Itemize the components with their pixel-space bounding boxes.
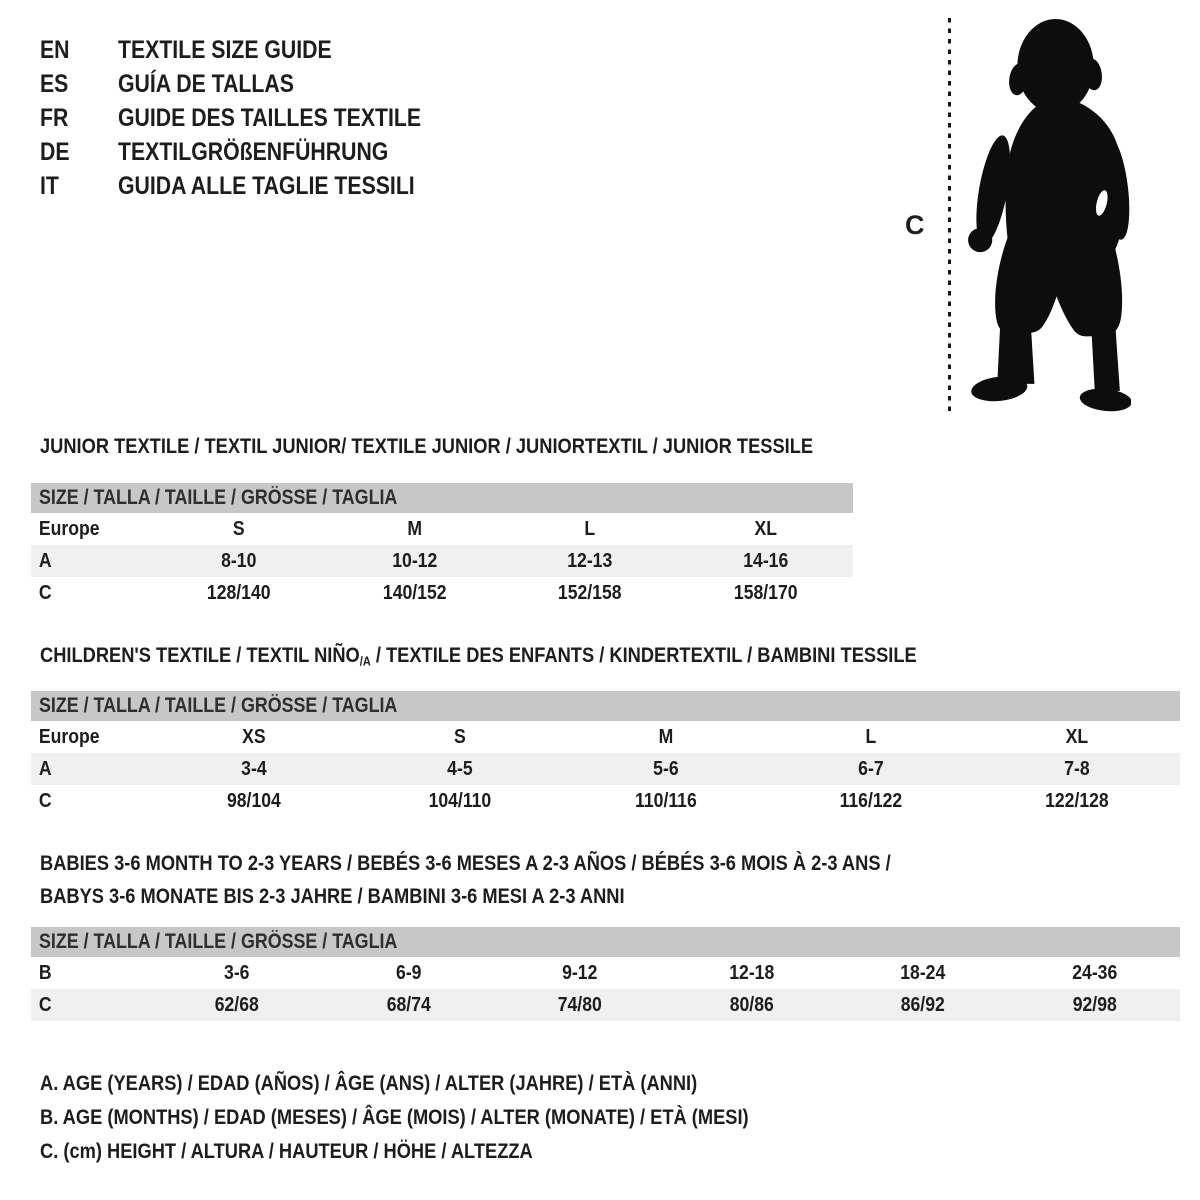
row-label-cell: B: [38, 961, 52, 984]
legend-line: B. AGE (MONTHS) / EDAD (MESES) / ÂGE (MOIS) / ALTER (MONATE) / ETÀ (MESI): [40, 1105, 749, 1129]
language-row: [40, 101, 475, 135]
height-measure-label: C: [905, 210, 925, 240]
table-row: [31, 989, 1180, 1021]
toddler-silhouette-icon: [963, 17, 1131, 414]
language-code: ES: [40, 69, 69, 98]
row-label-cell: A: [38, 757, 52, 780]
value-cell: 24-36: [1071, 961, 1117, 984]
table-row: [31, 753, 1180, 785]
guide-title: GUIDE DES TAILLES TEXTILE: [118, 103, 422, 132]
value-cell: M: [406, 517, 422, 540]
value-cell: 110/116: [634, 789, 697, 812]
value-cell: 18-24: [900, 961, 946, 984]
value-cell: 14-16: [742, 549, 788, 572]
value-cell: 74/80: [557, 993, 602, 1016]
value-cell: XS: [242, 725, 266, 748]
value-cell: 140/152: [382, 581, 447, 604]
language-code: FR: [40, 103, 69, 132]
value-cell: 104/110: [428, 789, 492, 812]
value-cell: M: [658, 725, 673, 748]
value-cell: 8-10: [221, 549, 257, 572]
section-heading-junior: JUNIOR TEXTILE / TEXTIL JUNIOR/ TEXTILE JUNIOR / JUNIORTEXTIL / JUNIOR TESSILE: [40, 434, 814, 458]
table-row: [31, 577, 853, 609]
row-label-cell: Europe: [38, 725, 100, 748]
size-table-header: [31, 691, 1180, 721]
size-table-junior: [31, 483, 853, 609]
value-cell: 98/104: [226, 789, 281, 812]
value-cell: 92/98: [1072, 993, 1117, 1016]
value-cell: 7-8: [1064, 757, 1090, 780]
legend: [40, 1066, 874, 1168]
language-title-list: [40, 33, 475, 203]
value-cell: 158/170: [733, 581, 798, 604]
size-table-header-text: SIZE / TALLA / TAILLE / GRÖSSE / TAGLIA: [39, 930, 398, 953]
guide-title: TEXTILGRÖßENFÜHRUNG: [118, 137, 389, 166]
language-code: IT: [40, 171, 59, 200]
guide-title: GUIDA ALLE TAGLIE TESSILI: [118, 171, 415, 200]
row-label-cell: C: [38, 993, 52, 1016]
value-cell: 10-12: [391, 549, 437, 572]
value-cell: 3-6: [224, 961, 250, 984]
row-label-cell: A: [38, 549, 52, 572]
value-cell: 12-13: [567, 549, 613, 572]
value-cell: XL: [754, 517, 777, 540]
size-table-babies: [31, 927, 1180, 1021]
value-cell: 3-4: [241, 757, 267, 780]
value-cell: L: [584, 517, 596, 540]
value-cell: 80/86: [729, 993, 774, 1016]
heading-line: BABIES 3-6 MONTH TO 2-3 YEARS / BEBÉS 3-6 MESES A 2-3 AÑOS / BÉBÉS 3-6 MOIS À 2-3 ANS /: [40, 851, 891, 875]
table-row: [31, 957, 1180, 989]
table-row: [31, 785, 1180, 817]
heading-line: BABYS 3-6 MONATE BIS 2-3 JAHRE / BAMBINI 3-6 MESI A 2-3 ANNI: [40, 884, 625, 908]
value-cell: L: [865, 725, 877, 748]
language-code: EN: [40, 35, 70, 64]
row-label-cell: Europe: [38, 517, 100, 540]
heading-text: CHILDREN'S TEXTILE / TEXTIL NIÑO: [40, 643, 360, 667]
value-cell: 62/68: [214, 993, 259, 1016]
value-cell: 86/92: [900, 993, 945, 1016]
heading-text: / TEXTILE DES ENFANTS / KINDERTEXTIL / BAMBINI TESSILE: [370, 643, 917, 667]
value-cell: 116/122: [839, 789, 903, 812]
value-cell: 6-7: [858, 757, 885, 780]
value-cell: 128/140: [206, 581, 271, 604]
row-label-cell: C: [38, 581, 52, 604]
value-cell: 4-5: [446, 757, 473, 780]
height-measure-dashed-line: [948, 18, 951, 416]
language-row: [40, 67, 475, 101]
size-table-children: [31, 691, 1180, 817]
value-cell: 5-6: [652, 757, 679, 780]
size-table-header: [31, 927, 1180, 957]
section-heading-babies: [40, 847, 1041, 913]
legend-line: C. (cm) HEIGHT / ALTURA / HAUTEUR / HÖHE / ALTEZZA: [40, 1139, 533, 1163]
guide-title: GUÍA DE TALLAS: [118, 69, 294, 98]
language-row: [40, 169, 475, 203]
row-label-cell: C: [38, 789, 52, 812]
value-cell: 12-18: [728, 961, 774, 984]
legend-line: A. AGE (YEARS) / EDAD (AÑOS) / ÂGE (ANS) / ALTER (JAHRE) / ETÀ (ANNI): [40, 1071, 698, 1095]
heading-subscript: /A: [359, 653, 371, 669]
value-cell: 9-12: [562, 961, 598, 984]
value-cell: 152/158: [557, 581, 622, 604]
table-row: [31, 545, 853, 577]
value-cell: S: [453, 725, 466, 748]
section-heading-children: [40, 643, 917, 669]
value-cell: XL: [1065, 725, 1089, 748]
guide-title: TEXTILE SIZE GUIDE: [118, 35, 332, 64]
value-cell: 68/74: [386, 993, 431, 1016]
value-cell: S: [232, 517, 245, 540]
size-table-header: [31, 483, 853, 513]
size-table-header-text: SIZE / TALLA / TAILLE / GRÖSSE / TAGLIA: [39, 486, 398, 509]
size-table-header-text: SIZE / TALLA / TAILLE / GRÖSSE / TAGLIA: [39, 694, 398, 717]
value-cell: 122/128: [1045, 789, 1109, 812]
table-row: [31, 721, 1180, 753]
table-row: [31, 513, 853, 545]
value-cell: 6-9: [395, 961, 421, 984]
language-row: [40, 135, 475, 169]
language-row: [40, 33, 475, 67]
language-code: DE: [40, 137, 70, 166]
